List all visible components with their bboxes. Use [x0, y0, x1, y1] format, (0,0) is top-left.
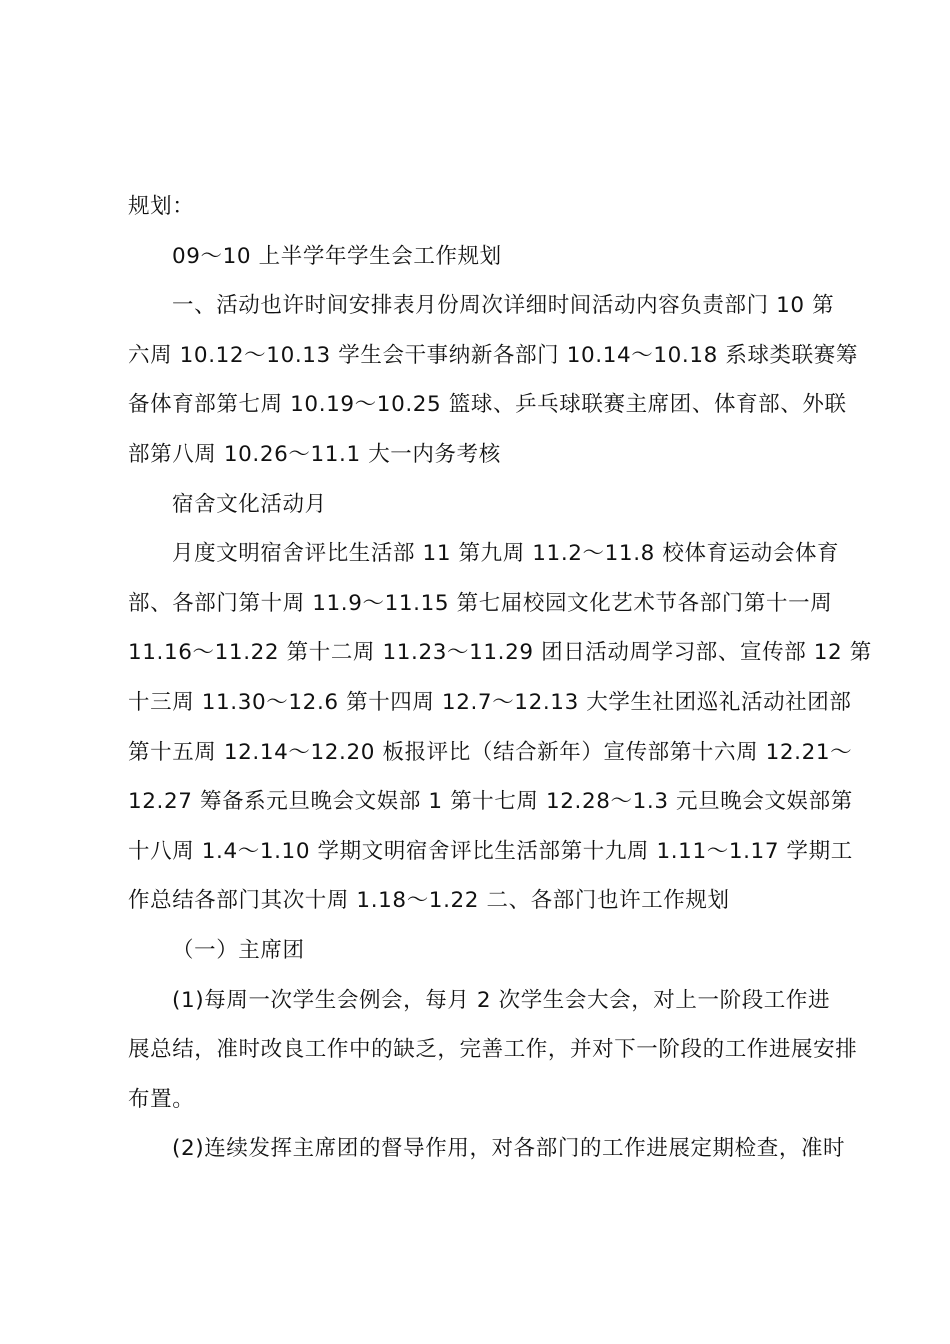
text-line: 12.27 筹备系元旦晚会文娱部 1 第十七周 12.28～1.3 元旦晚会文娱部第: [128, 789, 853, 815]
text-line: 作总结各部门其次十周 1.18～1.22 二、各部门也许工作规划: [128, 888, 730, 914]
text-line: 部、各部门第十周 11.9～11.15 第七届校园文化艺术节各部门第十一周: [128, 590, 833, 616]
document-body: [128, 182, 872, 1174]
text-line: 月度文明宿舍评比生活部 11 第九周 11.2～11.8 校体育运动会体育: [172, 541, 840, 567]
text-line: 十八周 1.4～1.10 学期文明宿舍评比生活部第十九周 1.11～1.17 学期工: [128, 838, 853, 864]
text-line: (2)连续发挥主席团的督导作用，对各部门的工作进展定期检查，准时: [172, 1136, 846, 1162]
text-line: 备体育部第七周 10.19～10.25 篮球、乒乓球联赛主席团、体育部、外联: [128, 392, 847, 418]
text-line: 规划：: [128, 194, 195, 219]
text-line: 展总结，准时改良工作中的缺乏，完善工作，并对下一阶段的工作进展安排: [128, 1037, 858, 1063]
text-line: 第十五周 12.14～12.20 板报评比（结合新年）宣传部第十六周 12.21～: [128, 739, 853, 765]
text-line: 宿舍文化活动月: [172, 491, 327, 517]
text-line: (1)每周一次学生会例会，每月 2 次学生会大会，对上一阶段工作进: [172, 987, 831, 1013]
document-title: 09～10 上半学年学生会工作规划: [172, 243, 502, 269]
section-heading: （一）主席团: [172, 937, 305, 963]
text-line: 布置。: [128, 1086, 195, 1112]
text-line: 11.16～11.22 第十二周 11.23～11.29 团日活动周学习部、宣传部 12 第: [128, 640, 872, 666]
text-line: 一、活动也许时间安排表月份周次详细时间活动内容负责部门 10 第: [172, 293, 835, 319]
text-line: 六周 10.12～10.13 学生会干事纳新各部门 10.14～10.18 系球类联赛筹: [128, 342, 858, 368]
text-line: 部第八周 10.26～11.1 大一内务考核: [128, 441, 501, 467]
text-line: 十三周 11.30～12.6 第十四周 12.7～12.13 大学生社团巡礼活动社团部: [128, 689, 852, 715]
